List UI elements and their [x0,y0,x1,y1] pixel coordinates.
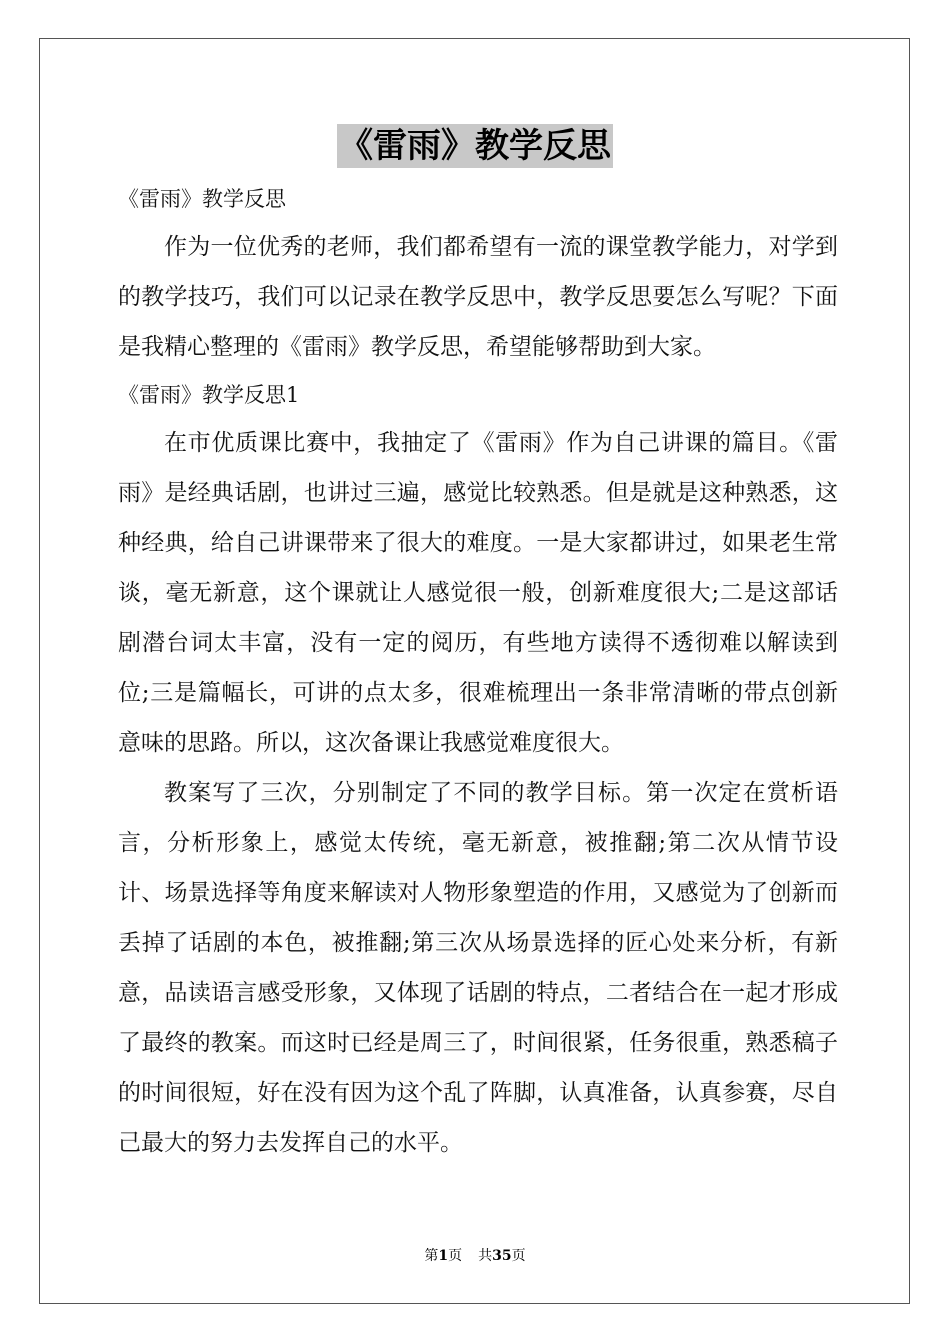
document-body [118,176,838,1168]
page-footer [0,1245,950,1265]
title-container [0,124,950,168]
page-suffix: 页 [448,1248,463,1264]
total-suffix: 页 [511,1248,526,1264]
section-heading: 《雷雨》教学反思 [118,187,286,211]
body-paragraph-1: 在市优质课比赛中，我抽定了《雷雨》作为自己讲课的篇目。《雷雨》是经典话剧，也讲过三遍，感觉比较熟悉。但是就是这种熟悉，这种经典，给自己讲课带来了很大的难度。一是大家都讲过，如果老生常谈，毫无新意，这个课就让人感觉很一般，创新难度很大;二是这部话剧潜台词太丰富，没有一定的阅历，有些地方读得不透彻难以解读到位;三是篇幅长，可讲的点太多，很难梳理出一条非常清晰的带点创新意味的思路。所以，这次备课让我感觉难度很大。 [118,430,838,756]
page-number: 1 [438,1248,449,1264]
intro-paragraph: 作为一位优秀的老师，我们都希望有一流的课堂教学能力，对学到的教学技巧，我们可以记录在教学反思中，教学反思要怎么写呢？下面是我精心整理的《雷雨》教学反思，希望能够帮助到大家。 [118,234,838,360]
total-pages: 35 [492,1248,512,1264]
section-heading-1: 《雷雨》教学反思1 [118,383,300,407]
body-paragraph-2: 教案写了三次，分别制定了不同的教学目标。第一次定在赏析语言，分析形象上，感觉太传统，毫无新意，被推翻;第二次从情节设计、场景选择等角度来解读对人物形象塑造的作用，又感觉为了创新而丢掉了话剧的本色，被推翻;第三次从场景选择的匠心处来分析，有新意，品读语言感受形象，又体现了话剧的特点，二者结合在一起才形成了最终的教案。而这时已经是周三了，时间很紧，任务很重，熟悉稿子的时间很短，好在没有因为这个乱了阵脚，认真准备，认真参赛，尽自己最大的努力去发挥自己的水平。 [118,780,838,1156]
document-title: 《雷雨》教学反思 [339,126,611,166]
total-prefix: 共 [478,1248,493,1264]
page-prefix: 第 [424,1248,439,1264]
